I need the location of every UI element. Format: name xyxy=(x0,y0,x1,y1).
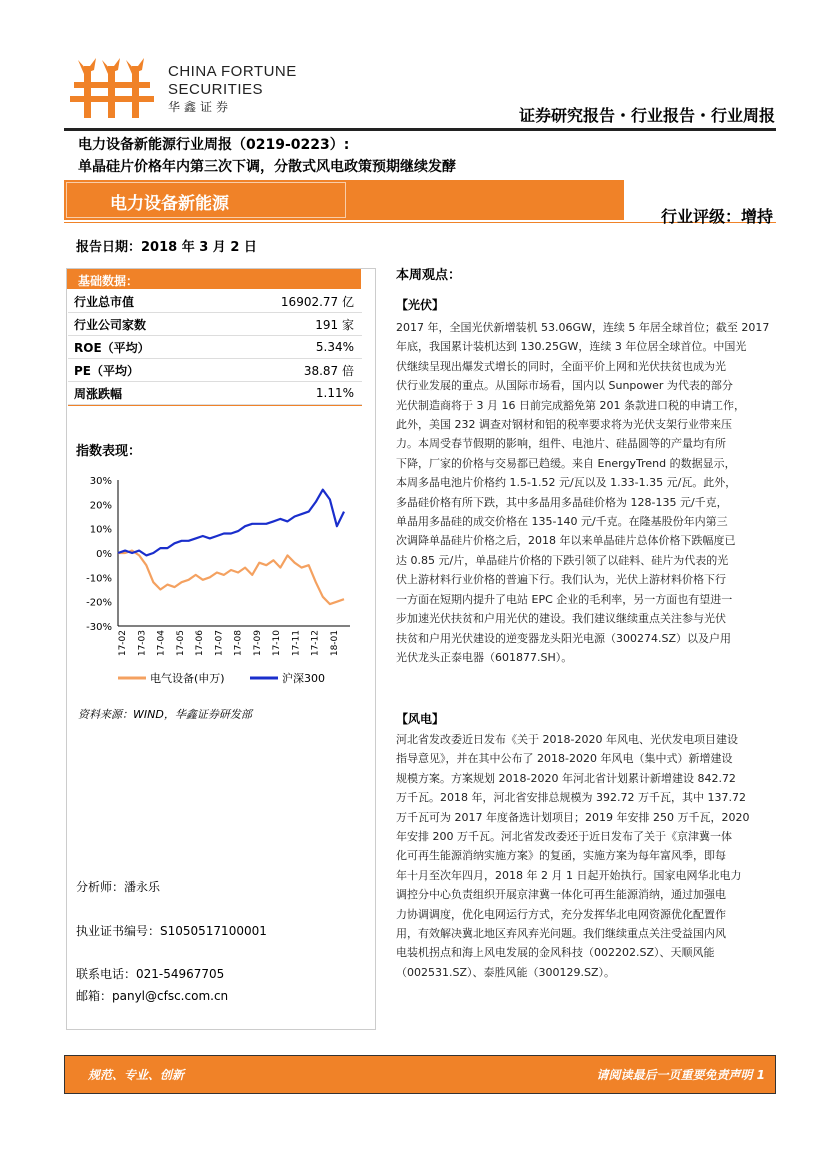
footer-disclaimer-note: 请阅读最后一页重要免责声明 1 xyxy=(596,1068,765,1082)
row-key: 周涨跌幅 xyxy=(74,386,123,401)
pv-section-head: 【光伏】 xyxy=(396,298,445,312)
table-row xyxy=(68,382,362,405)
footer-slogan: 规范、专业、创新 xyxy=(88,1068,185,1082)
row-value: 16902.77 亿 xyxy=(280,294,354,309)
analyst-email[interactable]: 邮箱：panyl@cfsc.com.cn xyxy=(76,989,229,1003)
paragraph-line: 多晶硅价格有所下跌，其中多晶用多晶硅价格为 128-135 元/千克， xyxy=(396,495,728,509)
table-row xyxy=(68,359,362,382)
row-value: 191 家 xyxy=(315,317,354,332)
x-tick-label: 17-02 xyxy=(118,630,128,657)
paragraph-line: 光伏龙头正泰电器（601877.SH）。 xyxy=(396,650,573,664)
weekly-view-title: 本周观点： xyxy=(396,268,462,283)
y-tick-label: -20% xyxy=(86,597,112,609)
paragraph-line: 年十月至次年四月，2018 年 2 月 1 日起开始执行。国家电网华北电力 xyxy=(396,868,742,882)
paragraph-line: 本周多晶电池片价格约 1.5-1.52 元/瓦以及 1.33-1.35 元/瓦。此外， xyxy=(396,476,737,490)
paragraph-line: 年底，我国累计装机达到 130.25GW，连续 3 年位居全球首位。中国光 xyxy=(396,340,747,354)
paragraph-line: 伏行业发展的重点。从国际市场看，国内以 Sunpower 为代表的部分 xyxy=(396,379,733,393)
row-key: PE（平均） xyxy=(74,363,139,378)
report-date: 报告日期：2018 年 3 月 2 日 xyxy=(76,240,257,255)
analyst-phone: 联系电话：021-54967705 xyxy=(76,967,225,981)
chart-source: 资料来源：WIND，华鑫证券研发部 xyxy=(78,708,252,721)
y-tick-label: 0% xyxy=(96,549,112,560)
report-title-line-2: 单晶硅片价格年内第三次下调，分散式风电政策预期继续发酵 xyxy=(78,159,456,175)
row-key: 行业总市值 xyxy=(74,294,135,309)
paragraph-line: 力协调调度，优化电网运行方式，充分发挥华北电网资源优化配置作 xyxy=(396,907,726,921)
x-tick-label: 17-06 xyxy=(195,630,206,657)
paragraph-line: 步加速光伏扶贫和户用光伏的建设。我们建议继续重点关注参与光伏 xyxy=(396,612,726,626)
series-power-equipment-line xyxy=(118,551,344,605)
table-row xyxy=(68,336,362,359)
logo-english-line-1: CHINA FORTUNE xyxy=(168,63,297,80)
paragraph-line: 达 0.85 元/片，单晶硅片价格的下跌引领了以硅料、硅片为代表的光 xyxy=(396,553,729,567)
y-tick-label: 30% xyxy=(89,476,112,487)
report-title-line-1: 电力设备新能源行业周报（0219-0223）: xyxy=(78,137,350,153)
logo-chinese: 华鑫证券 xyxy=(168,100,233,114)
sector-name: 电力设备新能源 xyxy=(110,194,229,214)
basic-data-table xyxy=(68,290,362,405)
series-hs300-line xyxy=(118,490,344,556)
paragraph-line: 用，有效解决冀北地区弃风弃光问题。我们继续重点关注受益国内风 xyxy=(396,927,726,941)
paragraph-line: 2017 年，全国光伏新增装机 53.06GW，连续 5 年居全球首位；截至 2017 xyxy=(396,321,770,334)
legend-label-power: 电气设备(申万) xyxy=(150,672,225,685)
paragraph-line: 化可再生能源消纳实施方案》的复函，实施方案为每年富风季，即每 xyxy=(396,849,726,863)
index-performance-chart xyxy=(78,470,360,692)
row-value: 5.34% xyxy=(315,340,354,354)
company-logo-icon xyxy=(64,56,160,118)
x-tick-label: 18-01 xyxy=(330,630,340,657)
table-row xyxy=(68,290,362,313)
paragraph-line: 伏上游材料行业价格的普遍下行。我们认为，光伏上游材料价格下行 xyxy=(396,573,726,587)
table-row xyxy=(68,313,362,336)
x-tick-label: 17-11 xyxy=(291,630,302,657)
paragraph-line: 一方面在短期内提升了电站 EPC 企业的毛利率，另一方面也有望进一 xyxy=(396,592,733,606)
x-tick-label: 17-04 xyxy=(156,630,167,657)
row-key: ROE（平均） xyxy=(74,340,150,355)
row-value: 38.87 倍 xyxy=(303,363,354,378)
paragraph-line: 指导意见》，并在其中公布了 2018-2020 年风电（集中式）新增建设 xyxy=(396,752,733,766)
analyst-name: 分析师：潘永乐 xyxy=(76,880,161,894)
paragraph-line: 力。本周受春节假期的影响，组件、电池片、硅晶圆等的产量均有所 xyxy=(396,437,726,451)
paragraph-line: 规模方案。方案规划 2018-2020 年河北省计划累计新增建设 842.72 xyxy=(396,771,736,785)
index-performance-title: 指数表现： xyxy=(76,444,142,459)
y-tick-label: 20% xyxy=(89,500,112,512)
table-bottom-rule xyxy=(68,405,362,406)
paragraph-line: 年安排 200 万千瓦。河北省发改委还于近日发布了关于《京津冀一体 xyxy=(396,830,732,844)
row-key: 行业公司家数 xyxy=(74,317,147,332)
paragraph-line: 光伏制造商将于 3 月 16 日前完成豁免第 201 条款进口税的申请工作， xyxy=(396,398,745,412)
x-tick-label: 17-07 xyxy=(214,630,225,657)
x-tick-label: 17-03 xyxy=(137,630,148,657)
analyst-cert: 执业证书编号：S1050517100001 xyxy=(76,924,267,938)
paragraph-line: 扶贫和户用光伏建设的逆变器龙头阳光电源（300274.SZ）以及户用 xyxy=(396,631,732,645)
paragraph-line: 万千瓦可为 2017 年度备选计划项目；2019 年安排 250 万千瓦，2020 xyxy=(396,810,750,824)
logo-english-line-2: SECURITIES xyxy=(168,81,264,98)
pv-paragraph xyxy=(396,318,772,667)
paragraph-line: 此外，美国 232 调查对钢材和铝的税率要求将为光伏支架行业带来压 xyxy=(396,418,732,432)
row-value: 1.11% xyxy=(315,386,354,400)
paragraph-line: 次调降单晶硅片价格之后，2018 年以来单晶硅片总体价格下跌幅度已 xyxy=(396,534,736,548)
company-name xyxy=(168,64,297,113)
x-tick-label: 17-08 xyxy=(233,630,244,657)
paragraph-line: 伏继续呈现出爆发式增长的同时，全面平价上网和光伏扶贫也成为光 xyxy=(396,359,726,373)
report-category: 证券研究报告・行业报告・行业周报 xyxy=(518,106,775,125)
paragraph-line: 河北省发改委近日发布《关于 2018-2020 年风电、光伏发电项目建设 xyxy=(396,733,738,746)
industry-rating: 行业评级：增持 xyxy=(660,207,773,226)
x-tick-label: 17-12 xyxy=(310,630,321,657)
legend-label-hs300: 沪深300 xyxy=(282,672,325,685)
paragraph-line: 单晶用多晶硅的成交价格在 135-140 元/千克。在隆基股份年内第三 xyxy=(396,515,728,529)
y-tick-label: -30% xyxy=(86,622,112,633)
basic-data-title: 基础数据： xyxy=(78,274,139,288)
paragraph-line: 万千瓦。2018 年，河北省安排总规模为 392.72 万千瓦，其中 137.72 xyxy=(396,791,746,805)
wind-paragraph xyxy=(396,730,772,982)
y-tick-label: 10% xyxy=(89,524,112,536)
paragraph-line: 调控分中心负责组织开展京津冀一体化可再生能源消纳，通过加强电 xyxy=(396,888,726,902)
x-tick-label: 17-05 xyxy=(175,630,186,657)
y-tick-label: -10% xyxy=(86,573,112,585)
header-divider xyxy=(64,128,776,131)
paragraph-line: 电装机拐点和海上风电发展的金风科技（002202.SZ）、天顺风能 xyxy=(396,946,715,960)
x-tick-label: 17-10 xyxy=(272,630,283,657)
wind-section-head: 【风电】 xyxy=(396,712,445,726)
x-tick-label: 17-09 xyxy=(252,630,263,657)
paragraph-line: （002531.SZ）、泰胜风能（300129.SZ）。 xyxy=(396,965,616,979)
paragraph-line: 下降，厂家的价格与交易都已趋缓。来自 EnergyTrend 的数据显示， xyxy=(396,456,736,470)
